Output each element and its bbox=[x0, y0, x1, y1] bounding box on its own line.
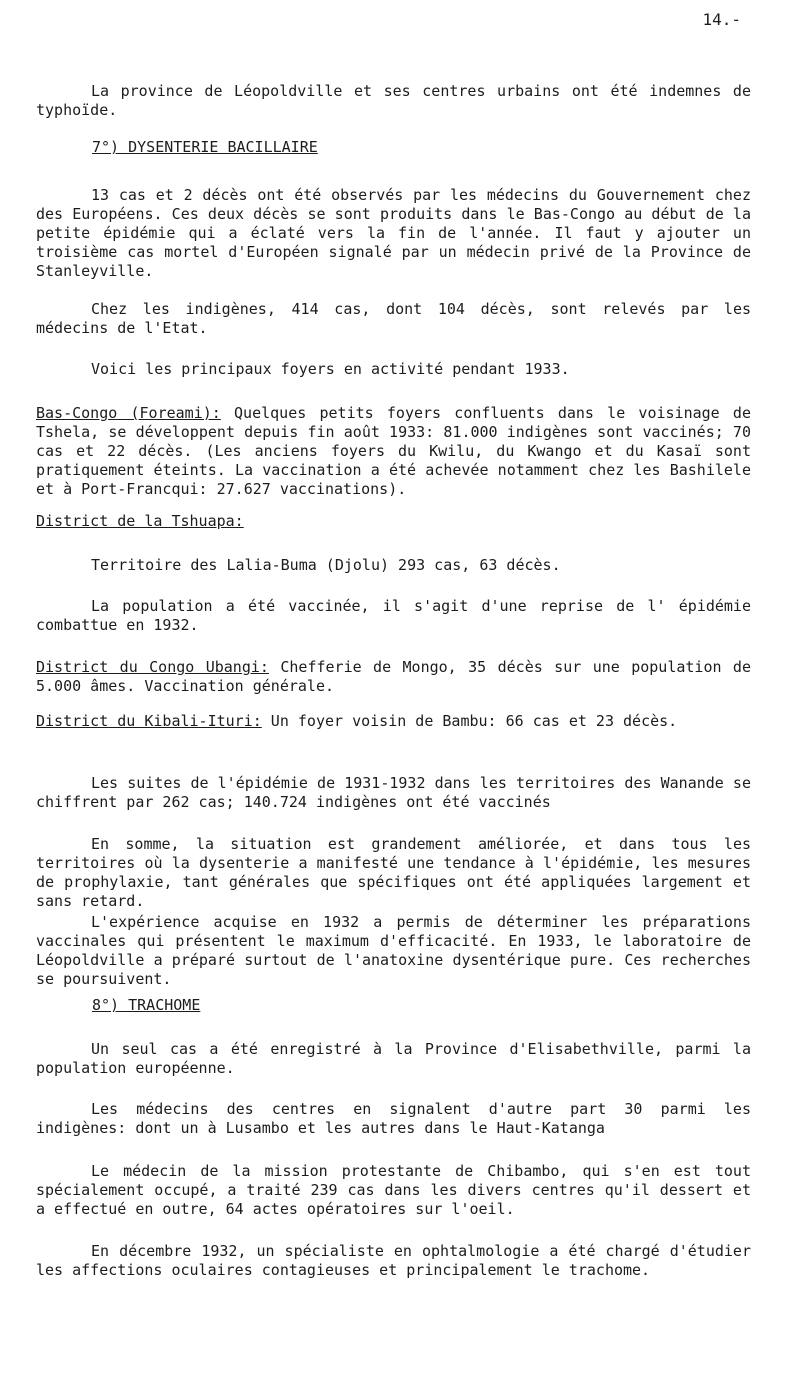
paragraph-7-2: Chez les indigènes, 414 cas, dont 104 décès, sont relevés par les médecins de l'Etat. bbox=[36, 300, 751, 337]
bas-congo-label: Bas-Congo (Foreami): bbox=[36, 404, 221, 422]
paragraph-8-1: Un seul cas a été enregistré à la Province d'Elisabethville, parmi la population européenne. bbox=[36, 1040, 751, 1077]
ubangi-text: Chefferie de Mongo, 35 décès sur une population de 5.000 âmes. Vaccination générale. bbox=[36, 658, 751, 695]
paragraph-8-4: En décembre 1932, un spécialiste en ophtalmologie a été chargé d'étudier les affections oculaires contagieuses et principalement le trachome. bbox=[36, 1242, 751, 1279]
paragraph-8-2: Les médecins des centres en signalent d'autre part 30 parmi les indigènes: dont un à Lusambo et les autres dans le Haut-Katanga bbox=[36, 1100, 751, 1137]
kibali-label: District du Kibali-Ituri: bbox=[36, 712, 262, 730]
district-tshuapa-label: District de la Tshuapa: bbox=[36, 512, 244, 530]
paragraph-8-3: Le médecin de la mission protestante de Chibambo, qui s'en est tout spécialement occupé, a traité 239 cas dans les divers centres qu'il dessert et a effectué en outre, 64 actes opératoires sur l'oeil. bbox=[36, 1162, 751, 1218]
paragraph-ubangi bbox=[36, 658, 751, 696]
paragraph-wanande: Les suites de l'épidémie de 1931-1932 dans les territoires des Wanande se chiffrent par 262 cas; 140.724 indigènes ont été vaccinés bbox=[36, 774, 751, 811]
paragraph-7-3: Voici les principaux foyers en activité pendant 1933. bbox=[91, 360, 570, 378]
section-8-title: 8°) TRACHOME bbox=[92, 996, 201, 1014]
paragraph-tshuapa-1: Territoire des Lalia-Buma (Djolu) 293 cas, 63 décès. bbox=[91, 556, 561, 574]
paragraph-experience: L'expérience acquise en 1932 a permis de déterminer les préparations vaccinales qui présentent le maximum d'efficacité. En 1933, le laboratoire de Léopoldville a préparé surtout de l'anatoxine dysentérique pure. Ces recherches se poursuivent. bbox=[36, 913, 751, 988]
ubangi-label: District du Congo Ubangi: bbox=[36, 658, 269, 676]
section-7-title: 7°) DYSENTERIE BACILLAIRE bbox=[92, 138, 318, 156]
paragraph-7-1: 13 cas et 2 décès ont été observés par les médecins du Gouvernement chez des Européens. Ces deux décès se sont produits dans le Bas-Congo au début de la petite épidémie qui a éclaté vers la fin de l'année. Il faut y ajouter un troisième cas mortel d'Européen signalé par un médecin privé de la Province de Stanleyville. bbox=[36, 186, 751, 280]
paragraph-en-somme: En somme, la situation est grandement améliorée, et dans tous les territoires où la dysenterie a manifesté une tendance à l'épidémie, les mesures de prophylaxie, tant générales que spécifiques ont été appliquées largement et sans retard. bbox=[36, 835, 751, 910]
paragraph-kibali bbox=[36, 712, 751, 731]
paragraph-bas-congo bbox=[36, 404, 751, 499]
page-number: 14.- bbox=[702, 10, 741, 29]
paragraph-leopoldville: La province de Léopoldville et ses centres urbains ont été indemnes de typhoïde. bbox=[36, 82, 751, 119]
bas-congo-text: Quelques petits foyers confluents dans le voisinage de Tshela, se développent depuis fin août 1933: 81.000 indigènes sont vaccinés; 70 cas et 22 décès. (Les anciens foyers du Kwilu, du Kwango et du Kasaï sont pratiquement éteints. La vaccination a été achevée notamment chez les Bashilele et à Port-Francqui: 27.627 vaccinations). bbox=[36, 404, 751, 498]
kibali-text: Un foyer voisin de Bambu: 66 cas et 23 décès. bbox=[261, 712, 678, 730]
paragraph-tshuapa-2: La population a été vaccinée, il s'agit d'une reprise de l' épidémie combattue en 1932. bbox=[36, 597, 751, 634]
